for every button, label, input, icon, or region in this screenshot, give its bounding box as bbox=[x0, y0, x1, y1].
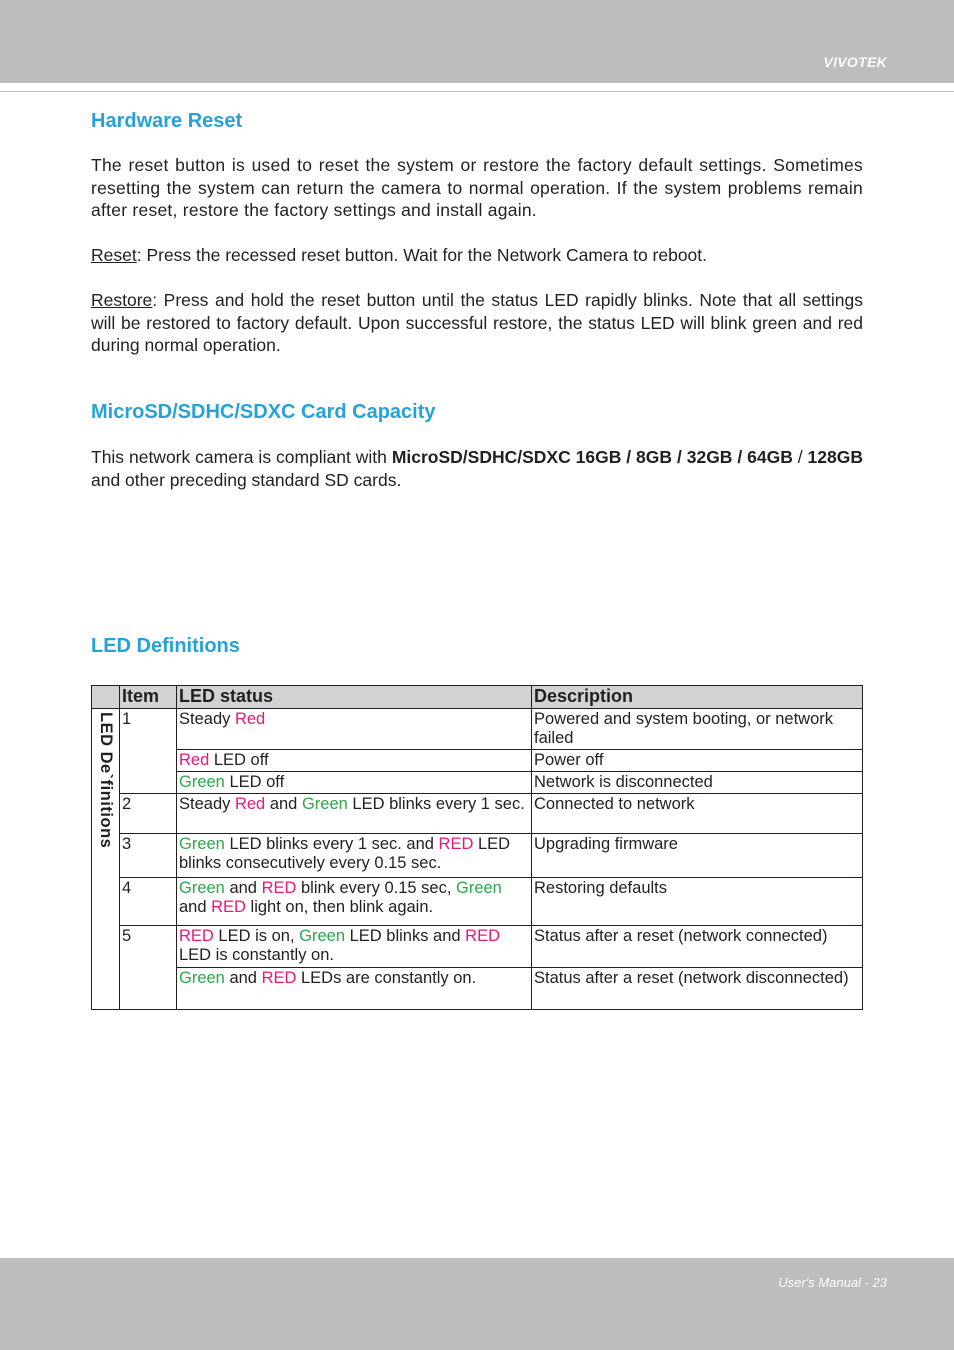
description-cell: Status after a reset (network connected) bbox=[532, 926, 863, 968]
red-led-text: Red bbox=[234, 710, 266, 728]
table-row bbox=[92, 968, 863, 1010]
green-led-text: Green bbox=[179, 879, 225, 897]
red-led-text: Red bbox=[234, 795, 266, 813]
status-text: and bbox=[179, 898, 212, 916]
red-led-text: RED bbox=[438, 835, 474, 853]
table-row bbox=[92, 926, 863, 968]
description-cell: Restoring defaults bbox=[532, 878, 863, 926]
table-row bbox=[92, 794, 863, 834]
led-status-cell bbox=[177, 878, 532, 926]
description-cell: Network is disconnected bbox=[532, 772, 863, 794]
table-row bbox=[92, 878, 863, 926]
green-led-text: Green bbox=[179, 773, 225, 791]
red-led-text: RED bbox=[465, 927, 500, 945]
description-cell: Power off bbox=[532, 750, 863, 772]
header-divider bbox=[0, 91, 954, 92]
green-led-text: Green bbox=[299, 927, 345, 945]
led-status-cell bbox=[177, 750, 532, 772]
restore-label: Restore bbox=[91, 290, 153, 310]
green-led-text: Green bbox=[179, 969, 225, 987]
status-text: blink every 0.15 sec, bbox=[296, 879, 456, 897]
sd-slash: / bbox=[792, 447, 808, 467]
led-status-cell bbox=[177, 834, 532, 878]
status-text: light on, then blink again. bbox=[245, 898, 434, 916]
status-text: LED blinks every 1 sec. bbox=[347, 795, 525, 813]
item-cell: 2 bbox=[120, 794, 177, 834]
led-definitions-table bbox=[91, 685, 863, 1010]
status-text: LED blinks consecutively every 0.15 sec. bbox=[179, 835, 511, 872]
status-text: LED blinks and bbox=[345, 927, 466, 945]
sd-card-heading: MicroSD/SDHC/SDXC Card Capacity bbox=[91, 401, 436, 423]
description-cell: Connected to network bbox=[532, 794, 863, 834]
description-cell: Powered and system booting, or network failed bbox=[532, 709, 863, 750]
reset-text: : Press the recessed reset button. Wait for the Network Camera to reboot. bbox=[136, 245, 708, 265]
side-label-cell bbox=[92, 709, 120, 1010]
item-cell: 5 bbox=[120, 926, 177, 1010]
item-cell: 1 bbox=[120, 709, 177, 794]
footer-bar bbox=[0, 1258, 954, 1350]
item-cell: 3 bbox=[120, 834, 177, 878]
red-led-text: RED bbox=[179, 927, 214, 945]
sd-bold-128: 128GB bbox=[807, 447, 863, 467]
status-text: Steady bbox=[179, 710, 235, 728]
led-status-cell bbox=[177, 794, 532, 834]
led-status-cell bbox=[177, 968, 532, 1010]
status-text: LED off bbox=[209, 751, 269, 769]
header-led-status: LED status bbox=[177, 686, 532, 709]
restore-text: : Press and hold the reset button until the status LED rapidly blinks. Note that all settings will be restored to factory default. Upon successful restore, the status LED will blink green and red during normal operation. bbox=[91, 290, 863, 355]
status-text: LED off bbox=[224, 773, 285, 791]
reset-paragraph bbox=[91, 244, 863, 267]
led-status-cell bbox=[177, 772, 532, 794]
header-bar bbox=[0, 0, 954, 83]
side-label: LED De`finitions bbox=[97, 712, 115, 849]
red-led-text: RED bbox=[261, 879, 297, 897]
status-text: LED is on, bbox=[213, 927, 300, 945]
reset-label: Reset bbox=[91, 245, 137, 265]
red-led-text: RED bbox=[211, 898, 246, 916]
led-table-body bbox=[92, 709, 863, 1010]
green-led-text: Green bbox=[455, 879, 502, 897]
sd-text-after: and other preceding standard SD cards. bbox=[91, 469, 402, 490]
sd-card-paragraph bbox=[91, 446, 863, 491]
led-definitions-heading: LED Definitions bbox=[91, 635, 240, 657]
description-cell: Status after a reset (network disconnected) bbox=[532, 968, 863, 1010]
led-status-cell bbox=[177, 709, 532, 750]
status-text: LED blinks every 1 sec. and bbox=[224, 835, 439, 853]
sd-bold-capacities: MicroSD/SDHC/SDXC 16GB / 8GB / 32GB / 64GB bbox=[391, 447, 793, 467]
green-led-text: Green bbox=[301, 795, 348, 813]
header-blank-cell bbox=[92, 686, 120, 709]
hardware-reset-heading: Hardware Reset bbox=[91, 110, 243, 132]
description-cell: Upgrading firmware bbox=[532, 834, 863, 878]
table-row bbox=[92, 772, 863, 794]
restore-paragraph bbox=[91, 289, 863, 357]
sd-text-before: This network camera is compliant with bbox=[91, 447, 392, 467]
header-description: Description bbox=[532, 686, 863, 709]
item-cell: 4 bbox=[120, 878, 177, 926]
status-text: LED is constantly on. bbox=[179, 946, 334, 964]
brand-label: VIVOTEK bbox=[823, 54, 887, 70]
hardware-reset-intro: The reset button is used to reset the system or restore the factory default settings. Sometimes resetting the system can return the camera to normal operation. If the system problems remain after reset, restore the factory settings and install again. bbox=[91, 155, 863, 220]
status-text: Steady bbox=[179, 795, 235, 813]
header-item: Item bbox=[120, 686, 177, 709]
red-led-text: RED bbox=[261, 969, 297, 987]
table-row bbox=[92, 834, 863, 878]
led-status-cell bbox=[177, 926, 532, 968]
red-led-text: Red bbox=[179, 751, 210, 769]
table-row bbox=[92, 750, 863, 772]
page-number: User's Manual - 23 bbox=[778, 1275, 887, 1290]
status-text: and bbox=[265, 795, 302, 813]
status-text: LEDs are constantly on. bbox=[296, 969, 477, 987]
status-text: and bbox=[224, 969, 262, 987]
status-text: and bbox=[224, 879, 262, 897]
green-led-text: Green bbox=[179, 835, 225, 853]
table-header-row bbox=[92, 686, 863, 709]
table-row bbox=[92, 709, 863, 750]
